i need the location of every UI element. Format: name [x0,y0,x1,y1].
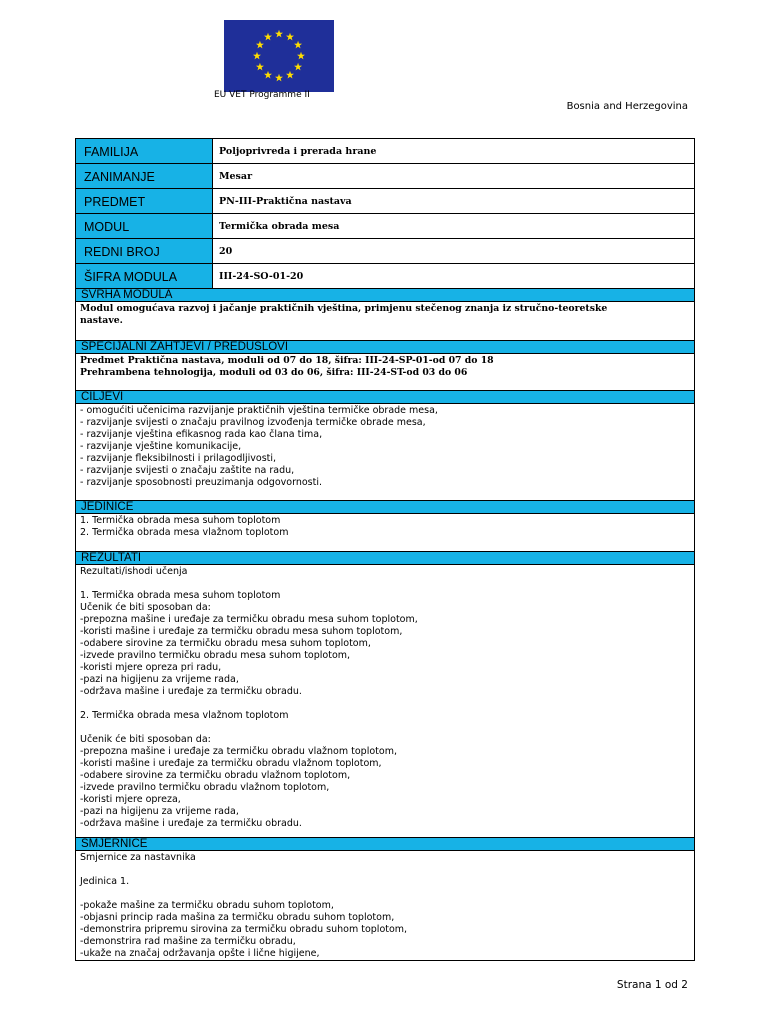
text-line: -koristi mašine i uređaje za termičku obradu mesa suhom toplotom, [80,626,403,637]
row-label: ZANIMANJE [76,164,213,188]
programme-label: EU VET Programme II [214,90,310,100]
text-line: -demonstrira rad mašine za termičku obradu, [80,936,296,947]
page-number: Strana 1 od 2 [616,979,688,991]
text-line: Predmet Praktična nastava, moduli od 07 do 18, šifra: III-24-SP-01-od 07 do 18 [80,355,494,366]
text-line: -koristi mašine i uređaje za termičku obradu vlažnom toplotom, [80,758,382,769]
text-line: - razvijanje svijesti o značaju zaštite na radu, [80,465,295,476]
section-body-smjernice [76,851,694,961]
text-line: -održava mašine i uređaje za termičku obradu. [80,818,302,829]
section-title-preduslovi: SPECIJALNI ZAHTJEVI / PREDUSLOVI [76,341,694,354]
text-line: 2. Termička obrada mesa vlažnom toplotom [80,710,289,721]
text-line: -odabere sirovine za termičku obradu vlažnom toplotom, [80,770,351,781]
text-line: -pazi na higijenu za vrijeme rada, [80,806,239,817]
text-line: -pokaže mašine za termičku obradu suhom toplotom, [80,900,334,911]
row-label: MODUL [76,214,213,238]
text-line: 1. Termička obrada mesa suhom toplotom [80,590,281,601]
row-value: III-24-SO-01-20 [219,271,304,282]
row-sifra-modula [76,264,694,289]
row-zanimanje [76,164,694,189]
text-line [80,578,690,590]
text-line: -izvede pravilno termičku obradu mesa suhom toplotom, [80,650,351,661]
text-line: Modul omogućava razvoj i jačanje praktičnih vještina, primjenu stečenog znanja iz stručno-teoretske [80,303,608,314]
section-title-rezultati: REZULTATI [76,552,694,565]
text-line: - razvijanje svijesti o značaju pravilnog izvođenja termičke obrade mesa, [80,417,426,428]
module-sheet [75,138,695,961]
text-line: - omogućiti učenicima razvijanje praktičnih vještina termičke obrade mesa, [80,405,438,416]
row-label: PREDMET [76,189,213,213]
section-title-ciljevi: CILJEVI [76,391,694,404]
text-line [80,722,690,734]
text-line: -demonstrira pripremu sirovina za termičku obradu suhom toplotom, [80,924,408,935]
text-line [80,864,690,876]
row-familija [76,139,694,164]
row-label: REDNI BROJ [76,239,213,263]
text-line: Smjernice za nastavnika [80,852,196,863]
text-line: -pazi na higijenu za vrijeme rada, [80,674,239,685]
eu-flag-logo [224,20,334,92]
section-body-svrha [76,302,694,341]
row-value: Mesar [219,171,253,182]
row-predmet [76,189,694,214]
section-body-jedinice [76,514,694,552]
text-line: - razvijanje vještine komunikacije, [80,441,242,452]
text-line [80,698,690,710]
text-line: Učenik će biti sposoban da: [80,602,211,613]
row-value: 20 [219,246,233,257]
text-line: 2. Termička obrada mesa vlažnom toplotom [80,527,289,538]
text-line: nastave. [80,315,123,326]
row-value: Poljoprivreda i prerada hrane [219,146,377,157]
text-line: - razvijanje vještina efikasnog rada kao člana tima, [80,429,323,440]
text-line: - razvijanje fleksibilnosti i prilagodljivosti, [80,453,277,464]
text-line: -održava mašine i uređaje za termičku obradu. [80,686,302,697]
section-body-preduslovi [76,354,694,391]
row-redni-broj [76,239,694,264]
text-line: Jedinica 1. [80,876,130,887]
text-line [80,888,690,900]
row-label: ŠIFRA MODULA [76,264,213,288]
text-line: -izvede pravilno termičku obradu vlažnom toplotom, [80,782,330,793]
section-title-jedinice: JEDINICE [76,501,694,514]
text-line: Prehrambena tehnologija, moduli od 03 do 06, šifra: III-24-ST-od 03 do 06 [80,367,468,378]
text-line: -prepozna mašine i uređaje za termičku obradu vlažnom toplotom, [80,746,397,757]
text-line: -prepozna mašine i uređaje za termičku obradu mesa suhom toplotom, [80,614,418,625]
country-label: Bosnia and Herzegovina [566,101,688,112]
text-line: -koristi mjere opreza pri radu, [80,662,222,673]
text-line: Učenik će biti sposoban da: [80,734,211,745]
row-modul [76,214,694,239]
text-line: -ukaže na značaj održavanja opšte i lične higijene, [80,948,320,959]
section-title-svrha: SVRHA MODULA [76,289,694,302]
row-value: PN-III-Praktična nastava [219,196,352,207]
text-line: -objasni princip rada mašina za termičku obradu suhom toplotom, [80,912,395,923]
text-line: -koristi mjere opreza, [80,794,181,805]
text-line: 1. Termička obrada mesa suhom toplotom [80,515,281,526]
section-body-ciljevi [76,404,694,501]
row-value: Termička obrada mesa [219,221,340,232]
text-line: -odabere sirovine za termičku obradu mesa suhom toplotom, [80,638,371,649]
row-label: FAMILIJA [76,139,213,163]
text-line: - razvijanje sposobnosti preuzimanja odgovornosti. [80,477,322,488]
section-title-smjernice: SMJERNICE [76,838,694,851]
section-body-rezultati [76,565,694,838]
text-line: Rezultati/ishodi učenja [80,566,188,577]
